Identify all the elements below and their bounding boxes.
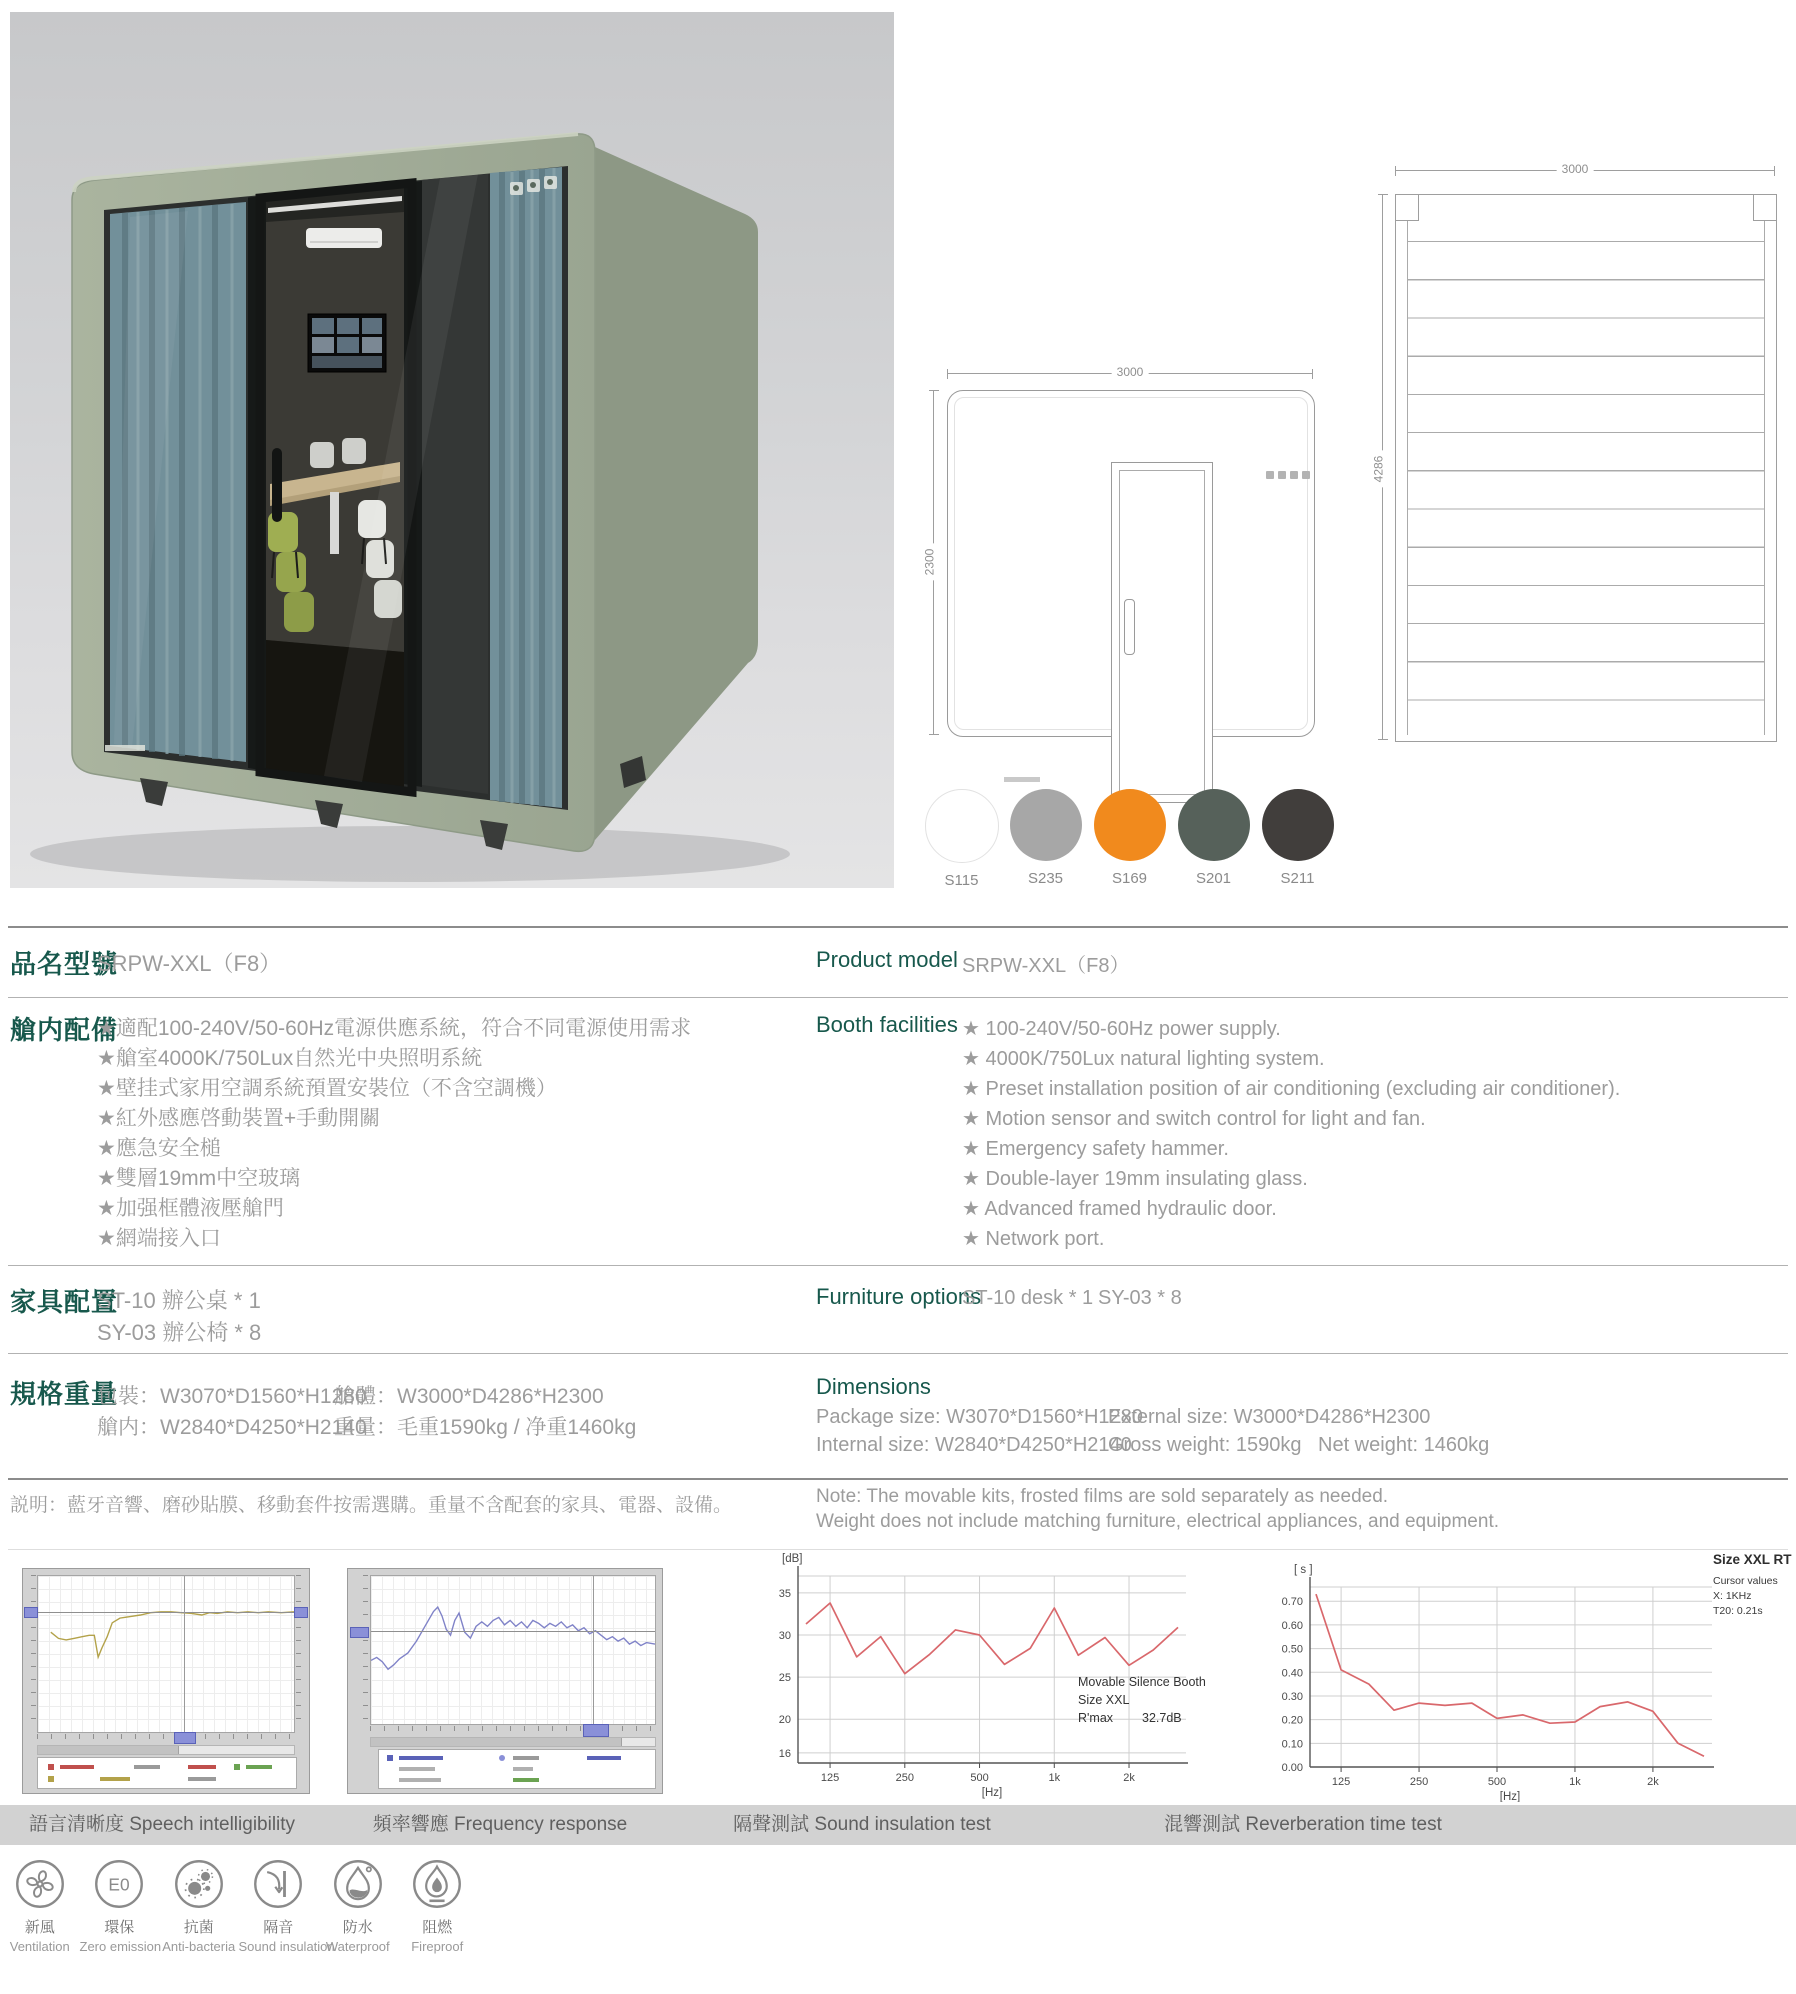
svg-text:0.10: 0.10 [1281,1738,1303,1751]
measurement-legend [378,1749,656,1789]
caption-frequency: 頻率響應 Frequency response [372,1814,628,1835]
caption-speech: 語言清晰度 Speech intelligibility [28,1814,296,1835]
sound-insulation-chart [758,1548,1230,1800]
svg-text:32.7dB: 32.7dB [1142,1711,1182,1725]
feature-badges [0,1858,477,1954]
top-view-outline [1395,194,1777,742]
cursor-line [593,1576,594,1724]
model-value-en: SRPW-XXL（F8） [962,955,1130,977]
svg-text:125: 125 [820,1772,840,1784]
badge-waterproof: 防水 Waterproof [318,1858,398,1954]
svg-text:2k: 2k [1647,1776,1659,1788]
color-swatches [925,789,1334,889]
cursor-line [184,1576,185,1732]
swatch-color-dot [1262,789,1334,861]
badge-fireproof: 阻燃 Fireproof [398,1858,478,1954]
product-photo [10,12,894,888]
note-en-line1: Note: The movable kits, frosted films are sold separately as needed. [816,1486,1389,1507]
swatch-code: S235 [1027,870,1064,887]
model-label-en: Product model [816,947,958,972]
front-view-drawing [922,325,1335,745]
facilities-label-en: Booth facilities [816,1012,958,1037]
fan-icon [14,1858,66,1910]
svg-text:500: 500 [1487,1776,1507,1788]
package-size-zh: 包裝：W3070*D1560*H1280 [97,1385,367,1408]
front-width-dim: 3000 [1112,365,1149,379]
swatch-s201 [1177,789,1250,889]
svg-text:2k: 2k [1123,1772,1135,1784]
drawing-icon [1266,471,1274,479]
swatch-s115 [925,789,998,889]
caption-insulation: 隔聲測試 Sound insulation test [733,1814,991,1835]
fireproof-icon [411,1858,463,1910]
gross-weight-en: Gross weight: 1590kg [1108,1434,1302,1456]
swatch-code: S115 [944,872,979,889]
svg-text:Size XXL: Size XXL [1078,1693,1130,1707]
package-size-en: Package size: W3070*D1560*H1280 [816,1406,1143,1428]
top-depth-dim: 4286 [1371,451,1385,488]
svg-text:[ s ]: [ s ] [1294,1564,1313,1576]
svg-text:X: 1KHz: X: 1KHz [1713,1590,1752,1602]
swatch-s211 [1261,789,1334,889]
divider [8,1478,1788,1480]
svg-text:0.30: 0.30 [1281,1690,1303,1703]
swatch-color-dot [1094,789,1166,861]
scrollbar[interactable] [370,1737,656,1747]
bacteria-icon [173,1858,225,1910]
furniture-value-en: ST-10 desk * 1 [962,1287,1094,1309]
badge-sound-insulation: 隔音 Sound insulation [239,1858,319,1954]
weight-zh: 重量：毛重1590kg / 净重1460kg [334,1416,637,1439]
frequency-response-chart [347,1568,663,1794]
svg-text:500: 500 [970,1772,989,1784]
model-label-zh: 品名型號 [10,949,119,979]
svg-text:0.50: 0.50 [1281,1643,1303,1656]
waterproof-icon [332,1858,384,1910]
divider [8,997,1788,998]
swatch-code: S201 [1195,870,1232,887]
caption-reverberation: 混響測試 Reverberation time test [1164,1814,1442,1835]
svg-text:R'max: R'max [1078,1711,1114,1725]
chart-caption-band [0,1805,1796,1845]
svg-text:35: 35 [778,1587,791,1600]
furniture-label-zh: 家具配置 [10,1287,119,1317]
internal-size-zh: 艙内：W2840*D4250*H2140 [97,1416,367,1439]
speech-intelligibility-chart [22,1568,310,1794]
reference-line [371,1631,655,1632]
svg-text:Size XXL RT: Size XXL RT [1713,1552,1792,1567]
roof-slats [1407,204,1765,735]
swatch-s169 [1093,789,1166,889]
swatch-s235 [1009,789,1082,889]
swatch-code: S169 [1111,870,1148,887]
drawing-icon [1302,471,1310,479]
note-en-line2: Weight does not include matching furniture, electrical appliances, and equipment. [816,1511,1499,1532]
front-height-dim: 2300 [922,544,936,581]
furniture-item-zh: SY-03 辦公椅 * 8 [97,1320,262,1345]
svg-text:0.20: 0.20 [1281,1714,1303,1727]
svg-text:1k: 1k [1569,1776,1581,1788]
reverberation-time-chart [1274,1540,1796,1802]
furniture-item-zh: ST-10 辦公桌 * 1 [97,1288,261,1313]
booth-illustration [10,12,894,888]
swatch-color-dot [1010,789,1082,861]
top-view-drawing [1360,130,1790,750]
external-size-zh: 艙體：W3000*D4286*H2300 [334,1385,604,1408]
front-view-outline [947,390,1315,737]
furniture-value-en: SY-03 * 8 [1098,1287,1182,1309]
drawing-icon [1278,471,1286,479]
model-value-zh: SRPW-XXL（F8） [97,951,282,976]
net-weight-en: Net weight: 1460kg [1318,1434,1490,1456]
swatch-color-dot [1178,789,1250,861]
svg-text:25: 25 [778,1672,791,1685]
svg-text:[Hz]: [Hz] [981,1787,1003,1799]
svg-text:0.70: 0.70 [1281,1596,1303,1609]
svg-text:0.00: 0.00 [1281,1762,1303,1774]
svg-text:20: 20 [778,1714,791,1727]
top-width-dim: 3000 [1557,162,1594,176]
dimensions-label-zh: 規格重量 [10,1379,119,1409]
divider [8,1353,1788,1354]
facilities-list-en: ★ 100-240V/50-60Hz power supply. ★ 4000K/750Lux natural lighting system. ★ Preset installation position of air conditioning (excluding air conditioner). ★ Motion sensor and switch control for light and fan. ★ Emergency safety hammer. ★ Double-layer 19mm insulating glass. ★ Advanced framed hydraulic door. ★ Network port. [962,1018,1621,1250]
facilities-list-zh: ★適配100-240V/50-60Hz電源供應系統，符合不同電源使用需求 ★艙室4000K/750Lux自然光中央照明系統 ★壁挂式家用空調系統預置安裝位（不含空調機） ★紅外感應啓動裝置+手動開關 ★應急安全槌 ★雙層19mm中空玻璃 ★加强框體液壓艙門 ★網端接入口 [97,1017,692,1250]
front-view-door [1111,462,1213,803]
svg-text:30: 30 [778,1629,791,1642]
facilities-label-zh: 艙内配備 [10,1015,119,1045]
svg-text:Cursor values: Cursor values [1713,1575,1778,1587]
svg-text:Movable Silence Booth: Movable Silence Booth [1078,1675,1206,1689]
divider [8,926,1788,928]
badge-anti-bacteria: 抗菌 Anti-bacteria [159,1858,239,1954]
dimensions-label-en: Dimensions [816,1374,931,1399]
drawing-logo [1004,777,1040,782]
svg-text:1k: 1k [1048,1772,1061,1784]
svg-text:T20: 0.21s: T20: 0.21s [1713,1605,1763,1617]
divider [8,1265,1788,1266]
svg-text:0.60: 0.60 [1281,1619,1303,1632]
measurement-legend [37,1757,297,1789]
internal-size-en: Internal size: W2840*D4250*H2140 [816,1434,1132,1456]
external-size-en: External size: W3000*D4286*H2300 [1108,1406,1431,1428]
note-zh: 説明：藍牙音響、磨砂貼膜、移動套件按需選購。重量不含配套的家具、電器、設備。 [10,1495,733,1516]
svg-text:125: 125 [1331,1776,1351,1788]
swatch-color-dot [925,789,999,863]
svg-text:16: 16 [778,1747,791,1760]
e0-icon [93,1858,145,1910]
scrollbar[interactable] [37,1745,295,1755]
furniture-label-en: Furniture options [816,1284,982,1309]
door-handle [1124,599,1135,655]
svg-text:250: 250 [1409,1776,1429,1788]
svg-text:[Hz]: [Hz] [1499,1791,1521,1802]
swatch-code: S211 [1280,870,1315,887]
sound-insulation-icon [252,1858,304,1910]
badge-ventilation: 新風 Ventilation [0,1858,80,1954]
svg-text:0.40: 0.40 [1281,1667,1303,1680]
drawing-icon [1290,471,1298,479]
svg-text:E0: E0 [108,1874,130,1895]
svg-text:[dB]: [dB] [782,1553,803,1565]
reference-line [38,1612,294,1613]
svg-text:250: 250 [895,1772,914,1784]
badge-zero-emission: E0 環保 Zero emission [80,1858,160,1954]
